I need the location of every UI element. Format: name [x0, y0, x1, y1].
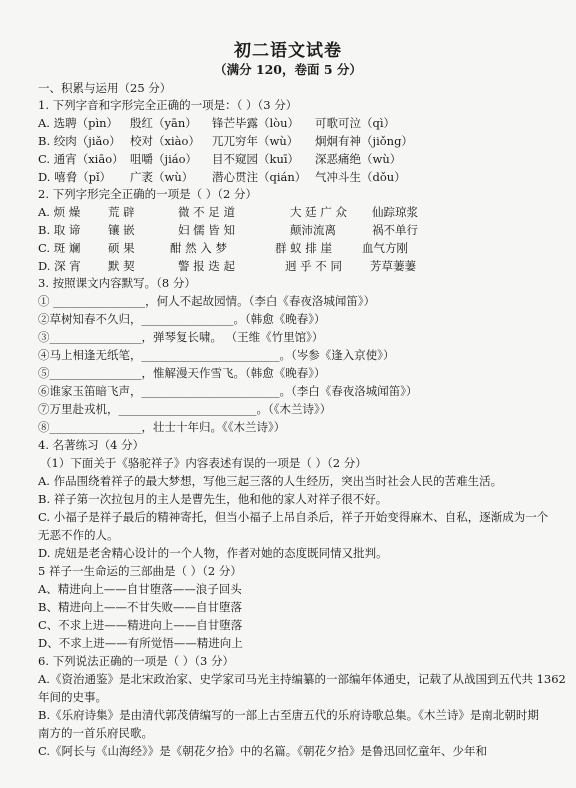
q2-option-a-5: 仙踪琼浆 — [372, 205, 418, 219]
q2-option-a-3: 微 不 足 道 — [178, 205, 235, 219]
q5-option-c: C、不求上进——精进向上——自甘堕落 — [38, 618, 243, 632]
q2-option-c-4: 群 蚁 排 崖 — [275, 241, 332, 255]
q2-option-a-2: 荒 辟 — [108, 205, 135, 219]
q2-option-d-1: D. 深 宵 — [38, 259, 81, 273]
q3-item-4: ④马上相逢无纸笔，________________________。（岑参《逢入京使》） — [38, 348, 395, 362]
q2-option-c-2: 硕 果 — [108, 241, 135, 255]
q4-sub1-option-a: A. 作品围绕着祥子的最大梦想，写他三起三落的人生经历，突出当时社会人民的苦难生活。 — [38, 474, 503, 488]
q5-option-d: D、不求上进——有所觉悟——精进向上 — [38, 636, 243, 650]
q1-option-c-2: 咀嚼（jiáo） — [130, 152, 198, 166]
q2-option-d-2: 默 契 — [108, 259, 135, 273]
q1-option-a-3: 锋芒毕露（lòu） — [212, 116, 300, 130]
q2-option-d-4: 迥 乎 不 同 — [285, 259, 342, 273]
q1-option-c-3: 目不窥园（kuī） — [212, 152, 300, 166]
q1-option-d-4: 气冲斗生（dǒu） — [315, 170, 406, 184]
q3-item-6: ⑥谁家玉笛暗飞声，________________________。（李白《春夜洛城闻笛》） — [38, 384, 418, 398]
q1-option-d-1: D. 嘻脅（pǐ） — [38, 170, 112, 184]
q1-option-d-3: 潜心贯注（qián） — [212, 170, 307, 184]
q4-sub1-option-b: B. 祥子第一次拉包月的主人是曹先生，他和他的家人对祥子很不好。 — [38, 492, 388, 506]
q6-stem: 6. 下列说法正确的一项是（ ）（3 分） — [38, 654, 235, 668]
q2-option-c-3: 酣 然 入 梦 — [170, 241, 227, 255]
q3-item-5: ⑤________________，惟解漫天作雪飞。（韩愈《晚春》） — [38, 366, 326, 380]
q1-option-a-1: A. 选聘（pìn） — [38, 116, 119, 130]
q6-option-a-cont: 年间的史事。 — [38, 690, 107, 704]
q5-option-a: A、精进向上——自甘堕落——浪子回头 — [38, 582, 242, 596]
q2-option-a-4: 大 廷 广 众 — [290, 205, 347, 219]
exam-title: 初二语文试卷 — [234, 41, 342, 61]
q1-option-a-2: 殷红（yān） — [130, 116, 197, 130]
q3-stem: 3. 按照课文内容默写。（8 分） — [38, 276, 196, 290]
exam-subtitle: （满分 120，卷面 5 分） — [214, 62, 362, 77]
q2-option-d-5: 芳草萋萋 — [370, 259, 416, 273]
q3-item-8: ⑧________________，壮士十年归。《《木兰诗》） — [38, 420, 286, 434]
q1-option-a-4: 可歌可泣（qì） — [315, 116, 396, 130]
q6-option-c: C.《阿长与《山海经》》是《朝花夕拾》中的名篇。《朝花夕拾》是鲁迅回忆童年、少年和 — [38, 744, 488, 758]
q1-option-b-2: 校对（xiào） — [130, 134, 200, 148]
q4-sub1-option-c-cont: 无恶不作的人。 — [38, 528, 119, 542]
q1-option-b-4: 炯炯有神（jiǒng） — [315, 134, 413, 148]
q1-option-b-1: B. 绞肉（jiǎo） — [38, 134, 121, 148]
q6-option-b-cont: 南方的一首乐府民歌。 — [38, 726, 153, 740]
section1-heading: 一、积累与运用（25 分） — [38, 81, 172, 95]
q1-option-d-2: 广袤（wù） — [130, 170, 194, 184]
q3-item-1: ① ________________，何人不起故园情。（李白《春夜洛城闻笛》） — [38, 294, 376, 308]
q2-option-b-1: B. 取 谛 — [38, 223, 81, 237]
q3-item-3: ③________________，弹琴复长啸。 （王维《竹里馆》） — [38, 330, 324, 344]
q2-stem: 2. 下列字形完全正确的一项是（ ）（2 分） — [38, 187, 258, 201]
q5-stem: 5 祥子一生命运的三部曲是（ ）（2 分） — [38, 564, 242, 578]
q2-option-b-3: 妇 儒 皆 知 — [178, 223, 235, 237]
q1-option-b-3: 兀兀穷年（wù） — [212, 134, 299, 148]
q4-sub1-option-c: C. 小福子是祥子最后的精神寄托，但当小福子上吊自杀后，祥子开始变得麻木、自私，逐渐成为一个 — [38, 510, 549, 524]
q2-option-d-3: 警 报 迭 起 — [178, 259, 235, 273]
q3-item-7: ⑦万里赴戎机，________________________。（《木兰诗》） — [38, 402, 332, 416]
q2-option-c-1: C. 斑 斓 — [38, 241, 81, 255]
q1-stem: 1. 下列字音和字形完全正确的一项是：（ ）（3 分） — [38, 98, 298, 112]
q2-option-b-5: 祸不单行 — [372, 223, 418, 237]
q2-option-a-1: A. 烦 燥 — [38, 205, 81, 219]
q1-option-c-1: C. 通宵（xiāo） — [38, 152, 124, 166]
q2-option-b-2: 镶 嵌 — [108, 223, 135, 237]
q5-option-b: B、精进向上——不甘失败——自甘堕落 — [38, 600, 242, 614]
q4-sub1-option-d: D. 虎妞是老舍精心设计的一个人物，作者对她的态度既同情又批判。 — [38, 546, 388, 560]
q4-sub1-stem: （1）下面关于《骆驼祥子》内容表述有误的一项是（ ）（2 分） — [40, 456, 367, 470]
q2-option-c-5: 血气方刚 — [362, 241, 408, 255]
q1-option-c-4: 深恶痛绝（wù） — [315, 152, 402, 166]
q3-item-2: ②草树知春不久归，________________。（韩愈《晚春》） — [38, 312, 326, 326]
q4-heading: 4. 名著练习（4 分） — [38, 438, 145, 452]
q2-option-b-4: 颠沛流离 — [290, 223, 336, 237]
q6-option-b: B.《乐府诗集》是由清代郭茂倩编写的一部上古至唐五代的乐府诗歌总集。《木兰诗》是南北朝时期 — [38, 708, 539, 722]
q6-option-a: A.《资治通鉴》是北宋政治家、史学家司马光主持编纂的一部编年体通史，记载了从战国到五代共 1362 — [38, 672, 566, 686]
